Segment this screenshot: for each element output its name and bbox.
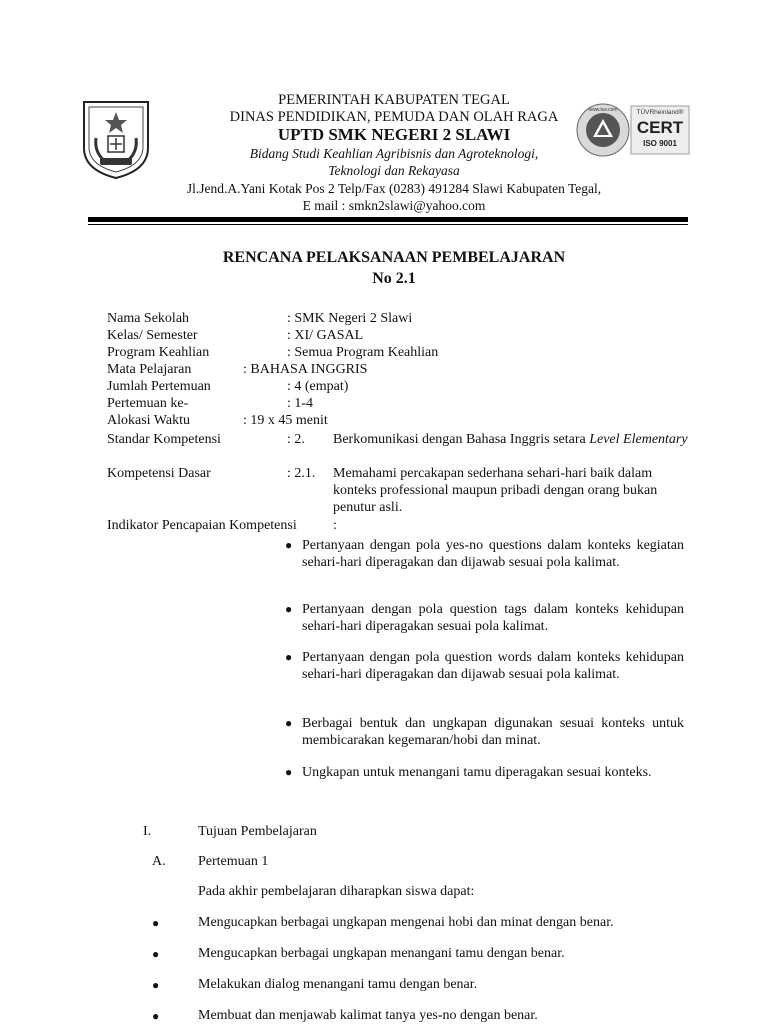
header-address: Jl.Jend.A.Yani Kotak Pos 2 Telp/Fax (0283) 491284 Slawi Kabupaten Tegal, [186,181,602,196]
bullet-icon: ● [152,1009,160,1023]
value-kelas: : XI/ GASAL [287,328,364,343]
sk-text-main: Berkomunikasi dengan Bahasa Inggris setara [333,432,586,447]
indikator-colon: : [333,518,337,533]
value-alokasi-waktu: : 19 x 45 menit [243,413,328,428]
label-kelas: Kelas/ Semester [107,328,198,343]
tujuan-intro: Pada akhir pembelajaran diharapkan siswa dapat: [198,884,475,899]
value-pertemuan-ke: : 1-4 [287,396,314,411]
section-heading: Tujuan Pembelajaran [198,824,317,839]
label-alokasi-waktu: Alokasi Waktu [107,413,190,428]
label-kompetensi-dasar: Kompetensi Dasar [107,466,211,481]
indicator-item: Ungkapan untuk menangani tamu diperagakan sesuai konteks. [302,765,652,780]
header-email: E mail : smkn2slawi@yahoo.com [302,198,486,213]
bullet-icon: ● [285,650,293,664]
tujuan-item: Membuat dan menjawab kalimat tanya yes-no dengan benar. [198,1008,538,1023]
cert-ring-text: www.tuv.com [588,107,618,113]
cert-iso: ISO 9001 [643,139,677,148]
subsection-number: A. [152,854,166,869]
header-department: DINAS PENDIDIKAN, PEMUDA DAN OLAH RAGA [229,109,559,125]
label-mata-pelajaran: Mata Pelajaran [107,362,192,377]
header-field-of-study: Bidang Studi Keahlian Agribisnis dan Agroteknologi, [249,146,539,161]
bullet-icon: ● [285,765,293,779]
tuv-cert-logo [575,102,690,158]
label-indikator: Indikator Pencapaian Kompetensi [107,518,297,533]
document-number: No 2.1 [372,270,416,287]
section-number: I. [143,824,152,839]
bullet-icon: ● [152,916,160,930]
value-kd-number: : 2.1. [287,466,316,481]
document-title: RENCANA PELAKSANAAN PEMBELAJARAN [222,249,566,266]
cert-brand: TÜVRheinland® [636,109,684,116]
subsection-heading: Pertemuan 1 [198,854,269,869]
bullet-icon: ● [152,947,160,961]
tujuan-item: Mengucapkan berbagai ungkapan mengenai hobi dan minat dengan benar. [198,915,614,930]
label-pertemuan-ke: Pertemuan ke- [107,396,189,411]
district-emblem-icon [80,98,152,180]
value-mata-pelajaran: : BAHASA INGGRIS [243,362,368,377]
header-field-of-study-2: Teknologi dan Rekayasa [328,163,460,178]
value-jumlah-pertemuan: : 4 (empat) [287,379,349,394]
bullet-icon: ● [285,716,293,730]
label-jumlah-pertemuan: Jumlah Pertemuan [107,379,211,394]
bullet-icon: ● [152,978,160,992]
bullet-icon: ● [285,538,293,552]
value-nama-sekolah: : SMK Negeri 2 Slawi [287,311,413,326]
header-divider-thick [88,217,688,222]
label-standar-kompetensi: Standar Kompetensi [107,432,221,447]
bullet-icon: ● [285,602,293,616]
value-sk-text [333,431,688,448]
label-nama-sekolah: Nama Sekolah [107,311,190,326]
value-kd-text: Memahami percakapan sederhana sehari-hari baik dalam konteks professional maupun pribadi dengan orang bukan penutur asli. [333,466,658,515]
indicator-item: Berbagai bentuk dan ungkapan digunakan sesuai konteks untuk membicarakan kegemaran/hobi dan minat. [302,716,684,748]
sk-text-italic-2: Elementary [623,432,688,447]
tujuan-item: Melakukan dialog menangani tamu dengan benar. [198,977,478,992]
indicator-item: Pertanyaan dengan pola question words dalam konteks kehidupan sehari-hari diperagakan dan dijawab sesuai pola kalimat. [302,650,684,682]
indicator-item: Pertanyaan dengan pola yes-no questions dalam konteks kegiatan sehari-hari diperagakan dan dijawab sesuai pola kalimat. [302,538,684,570]
sk-text-italic-1: Level [589,432,620,447]
value-sk-number: : 2. [287,432,305,447]
cert-label: CERT [636,118,684,137]
tujuan-item: Mengucapkan berbagai ungkapan menangani tamu dengan benar. [198,946,565,961]
value-program: : Semua Program Keahlian [287,345,439,360]
header-school-name: UPTD SMK NEGERI 2 SLAWI [277,125,511,144]
header-government: PEMERINTAH KABUPATEN TEGAL [278,92,510,108]
label-program: Program Keahlian [107,345,210,360]
indicator-item: Pertanyaan dengan pola question tags dalam konteks kehidupan sehari-hari diperagakan sesuai pola kalimat. [302,602,684,634]
header-divider-thin [88,224,688,225]
